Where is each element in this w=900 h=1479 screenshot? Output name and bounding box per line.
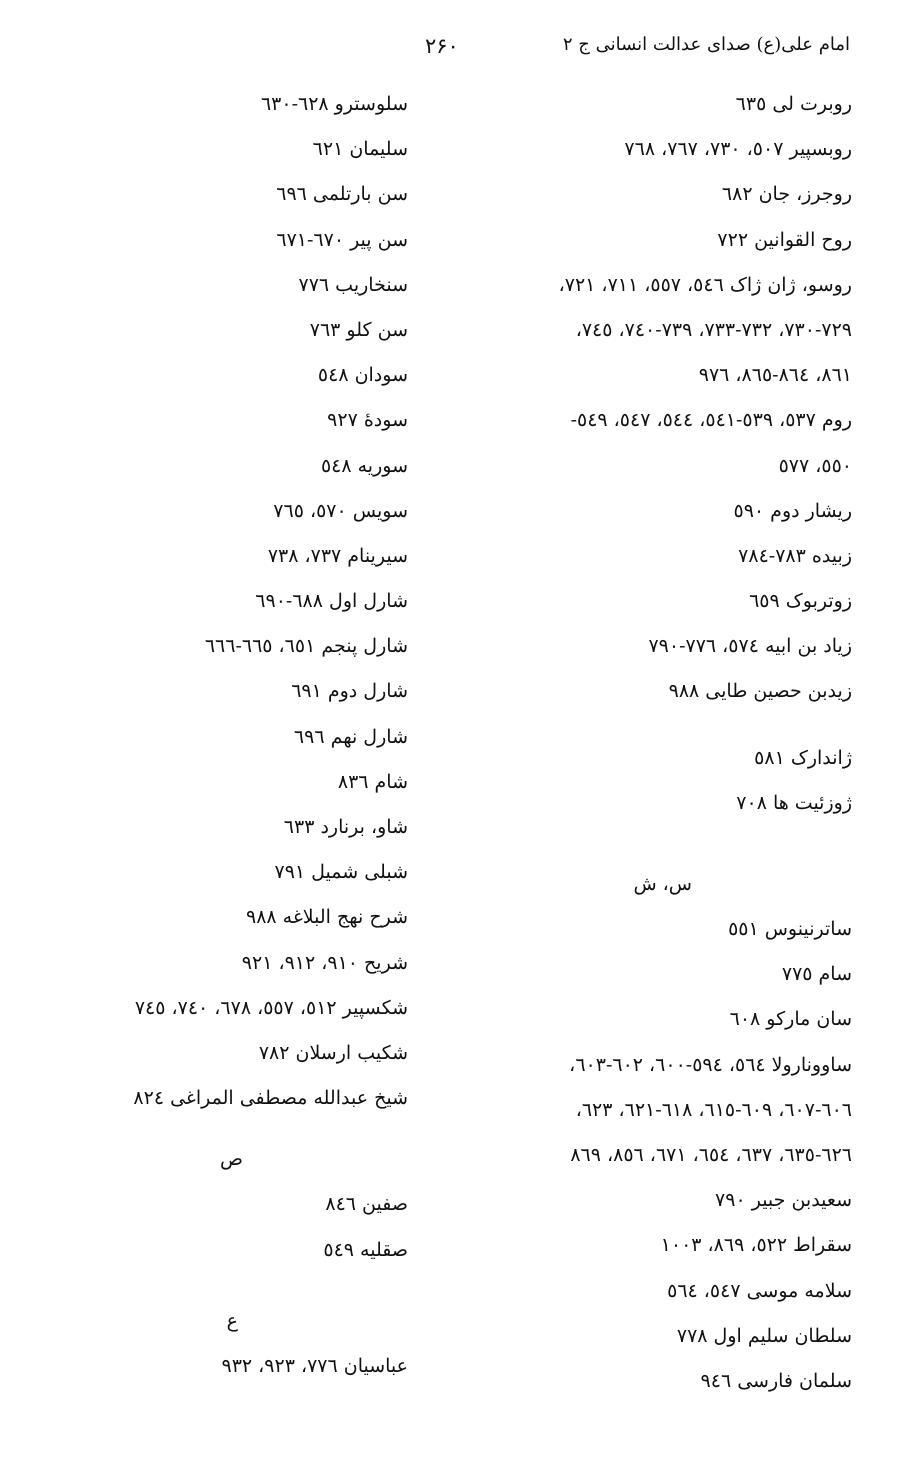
index-column-left [8, 82, 408, 1389]
index-entry: سن پیر ٦٧٠-٦٧١ [276, 228, 408, 251]
index-entry: زیاد بن ابیه ٥٧٤، ٧٧٦-٧٩٠ [648, 635, 852, 658]
index-entry: زبیده ٧٨٣-٧٨٤ [738, 544, 852, 567]
index-entry: شیخ عبدالله مصطفی المراغی ٨٢٤ [133, 1087, 408, 1110]
index-entry-continuation: ٦٠٦-٦٠٧، ٦٠٩-٦١٥، ٦١٨-٦٢١، ٦٢٣، [575, 1098, 852, 1121]
index-entry: زیدبن حصین طایی ٩٨٨ [668, 680, 852, 703]
index-entry: سن کلو ٧٦٣ [309, 318, 408, 341]
index-entry: شبلی شمیل ٧٩١ [274, 861, 408, 884]
index-entry: شاو، برنارد ٦٣٣ [283, 816, 408, 838]
index-entry: سقراط ٥٢٢، ٨٦٩، ١٠٠٣ [660, 1234, 852, 1257]
index-entry: شارل اول ٦٨٨-٦٩٠ [255, 590, 408, 613]
index-entry: سلطان سلیم اول ٧٧٨ [676, 1324, 852, 1347]
section-heading-sad: ص [220, 1148, 243, 1171]
index-entry: شکیب ارسلان ٧٨٢ [258, 1041, 408, 1064]
index-entry-continuation: ٨٦١، ٨٦٤-٨٦٥، ٩٧٦ [698, 364, 852, 387]
index-entry: روبرت لی ٦٣٥ [735, 93, 852, 115]
index-entry: سلامه موسی ٥٤٧، ٥٦٤ [667, 1279, 852, 1302]
index-entry: شریح ٩١٠، ٩١٢، ٩٢١ [241, 951, 408, 974]
section-heading-ain: ع [226, 1309, 238, 1332]
index-entry: سیرینام ٧٣٧، ٧٣٨ [267, 544, 408, 567]
index-entry-continuation: ٥٥٠، ٥٧٧ [778, 454, 852, 477]
index-entry: سلمان فارسی ٩٤٦ [700, 1369, 852, 1392]
index-entry-continuation: ٧٢٩-٧٣٠، ٧٣٢-٧٣٣، ٧٣٩-٧٤٠، ٧٤٥، [575, 318, 852, 341]
index-entry: سعیدبن جبیر ٧٩٠ [715, 1189, 852, 1212]
index-entry: روسو، ژان ژاک ٥٤٦، ٥٥٧، ٧١١، ٧٢١، [558, 273, 852, 296]
index-entry: شکسپیر ٥١٢، ٥٥٧، ٦٧٨، ٧٤٠، ٧٤٥ [134, 996, 408, 1019]
index-entry: روم ٥٣٧، ٥٣٩-٥٤١، ٥٤٤، ٥٤٧، ٥٤٩- [570, 409, 852, 432]
index-entry: سلیمان ٦٢١ [312, 138, 408, 161]
index-entry: صقلیه ٥٤٩ [323, 1238, 408, 1261]
index-entry: سودان ٥٤٨ [317, 364, 408, 387]
index-entry: ژوزئیت ها ٧٠٨ [736, 791, 852, 814]
index-entry: ریشار دوم ٥٩٠ [733, 499, 852, 522]
index-entry: سنخاریب ٧٧٦ [298, 273, 408, 296]
index-entry: شرح نهج البلاغه ٩٨٨ [246, 906, 408, 929]
index-entry: سام ٧٧٥ [781, 963, 852, 986]
index-entry: ساوونارولا ٥٦٤، ٥٩٤-٦٠٠، ٦٠٢-٦٠٣، [569, 1053, 852, 1076]
index-entry-continuation: ٦٢٦-٦٣٥، ٦٣٧، ٦٥٤، ٦٧١، ٨٥٦، ٨٦٩ [570, 1143, 852, 1166]
index-entry: ژاندارک ٥٨١ [754, 746, 852, 769]
section-heading-sin-shin: س، ش [633, 873, 692, 895]
page-number: ۲۶۰ [425, 34, 459, 58]
index-entry: سودهٔ ٩٢٧ [327, 409, 408, 432]
index-entry: سان مارکو ٦٠٨ [729, 1008, 852, 1031]
index-entry: روجرز، جان ٦٨٢ [721, 183, 852, 206]
index-entry: شارل دوم ٦٩١ [291, 680, 408, 703]
index-entry: سویس ٥٧٠، ٧٦٥ [273, 499, 408, 522]
index-entry: زوتربوک ٦٥٩ [749, 590, 852, 613]
index-entry: سوریه ٥٤٨ [320, 454, 408, 477]
running-title: امام علی(ع) صدای عدالت انسانی ج ۲ [562, 34, 850, 55]
index-entry: شارل پنجم ٦٥١، ٦٦٥-٦٦٦ [204, 635, 408, 658]
index-entry: صفین ٨٤٦ [325, 1193, 408, 1216]
index-entry: ساترنینوس ٥٥١ [728, 918, 852, 940]
index-entry: روبسپیر ٥٠٧، ٧٣٠، ٧٦٧، ٧٦٨ [624, 138, 852, 161]
index-entry: شام ٨٣٦ [337, 770, 408, 793]
index-entry: عباسیان ٧٧٦، ٩٢٣، ٩٣٢ [221, 1354, 408, 1377]
index-entry: روح القوانین ٧٢٢ [717, 228, 852, 251]
index-entry: شارل نهم ٦٩٦ [293, 725, 408, 748]
index-column-right [452, 82, 852, 1404]
index-entry: سن بارتلمی ٦٩٦ [276, 183, 408, 206]
index-entry: سلوسترو ٦٢٨-٦٣٠ [260, 93, 408, 115]
